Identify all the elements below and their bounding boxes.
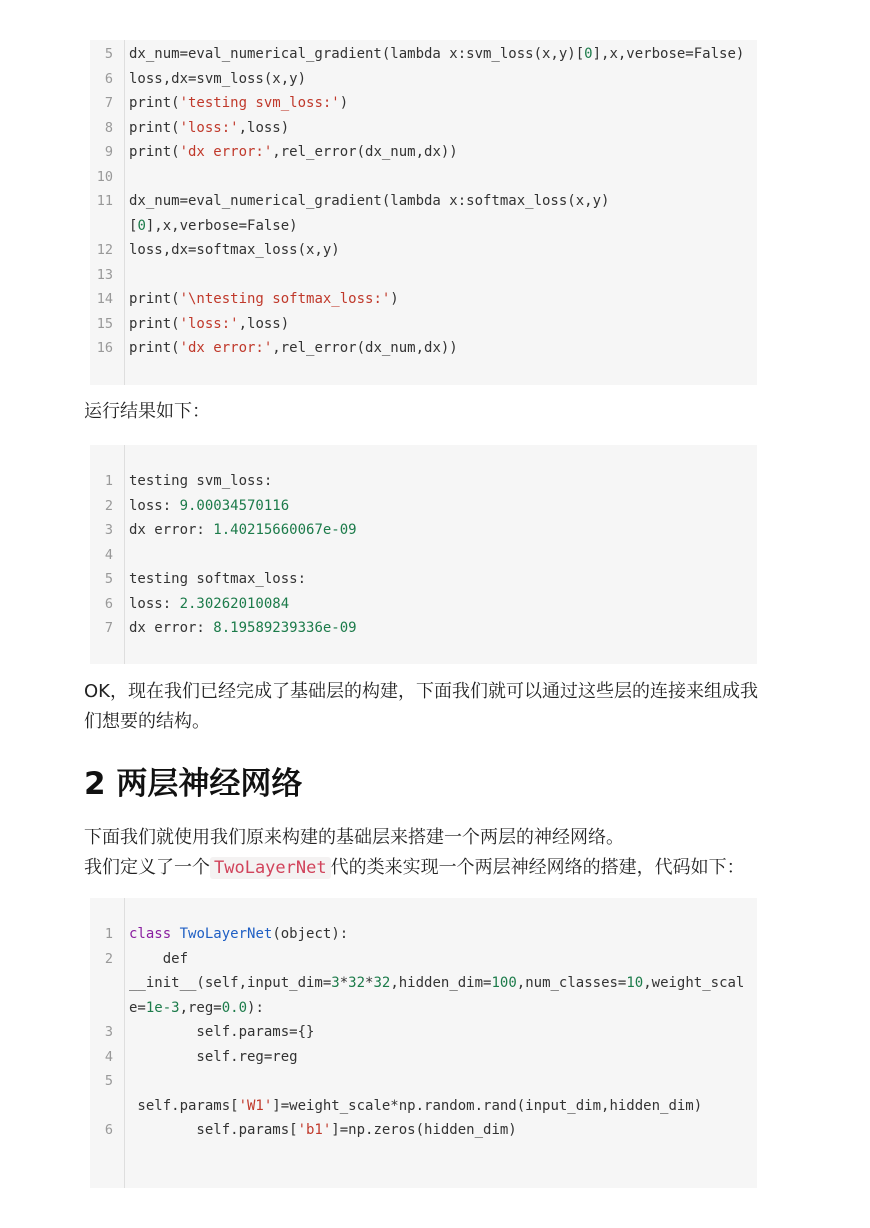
code-token: ,num_classes= xyxy=(516,975,627,991)
line-number: 6 xyxy=(104,70,113,87)
code-text xyxy=(129,592,289,616)
intro-line-2 xyxy=(84,853,794,883)
code-token: 'W1' xyxy=(238,1097,273,1114)
code-token: * xyxy=(339,975,349,991)
code-token: ,loss) xyxy=(238,119,290,136)
line-number: 15 xyxy=(96,315,113,332)
code-token: 'loss:' xyxy=(179,315,239,332)
code-token: 0.0 xyxy=(221,999,248,1016)
code-token: 'b1' xyxy=(297,1122,332,1138)
code-block-twolayernet xyxy=(90,898,757,1188)
code-token: 100 xyxy=(491,975,517,991)
code-token: 0 xyxy=(137,217,146,234)
intro-line-2-before: 我们定义了一个 xyxy=(84,857,210,878)
code-token: self.params[ xyxy=(129,1122,298,1138)
code-token: 2.30262010084 xyxy=(179,595,290,612)
code-token: ]=np.zeros(hidden_dim) xyxy=(331,1122,517,1138)
code-token: ,weight_scal xyxy=(643,975,745,991)
code-text xyxy=(129,214,298,238)
code-token: self.params={} xyxy=(129,1024,315,1040)
code-token: loss,dx=svm_loss(x,y) xyxy=(129,70,307,87)
intro-line-2-after: 代的类来实现一个两层神经网络的搭建，代码如下： xyxy=(330,857,745,878)
code-text xyxy=(129,518,357,542)
code-token: ],x,verbose=False) xyxy=(592,46,745,62)
code-token: ): xyxy=(247,999,264,1016)
code-token: 0 xyxy=(584,46,593,62)
code-token: dx error: xyxy=(129,620,214,636)
code-text xyxy=(129,189,609,213)
code-token: dx_num=eval_numerical_gradient(lambda x:svm_loss(x,y)[ xyxy=(129,46,585,62)
line-number: 13 xyxy=(96,266,113,283)
code-text xyxy=(129,996,264,1020)
code-token: testing softmax_loss: xyxy=(129,571,307,587)
code-token: ,hidden_dim= xyxy=(390,975,492,991)
code-token: 32 xyxy=(348,975,366,991)
code-token: 10 xyxy=(626,975,644,991)
code-token: self.reg=reg xyxy=(129,1048,298,1065)
code-text xyxy=(129,922,348,946)
code-text xyxy=(129,140,458,164)
code-block-loss-check xyxy=(90,40,757,385)
code-token: ) xyxy=(390,291,399,307)
ok-paragraph xyxy=(84,677,794,737)
code-token: ]=weight_scale*np.random.rand(input_dim,hidden_dim) xyxy=(272,1097,703,1114)
code-text xyxy=(129,494,289,518)
code-token: self.params[ xyxy=(129,1097,239,1114)
code-token: 32 xyxy=(373,975,391,991)
code-token: ,loss) xyxy=(238,315,290,332)
code-token: class xyxy=(129,926,172,942)
code-token: loss: xyxy=(129,595,180,612)
code-token: 1e-3 xyxy=(145,999,180,1016)
section-heading: 2 两层神经网络 xyxy=(84,766,303,802)
inline-code-classname: TwoLayerNet xyxy=(210,857,331,879)
line-number: 1 xyxy=(104,473,113,489)
code-token: 3 xyxy=(331,975,340,991)
code-text xyxy=(129,1020,314,1044)
code-text xyxy=(129,616,357,640)
line-number: 7 xyxy=(104,620,113,636)
line-number: 4 xyxy=(104,546,113,563)
code-token: ,rel_error(dx_num,dx)) xyxy=(272,340,458,356)
line-number: 4 xyxy=(104,1048,113,1065)
code-token: testing svm_loss: xyxy=(129,473,273,489)
code-token: 8.19589239336e-09 xyxy=(213,620,357,636)
code-text xyxy=(129,469,272,493)
code-token: ,rel_error(dx_num,dx)) xyxy=(272,144,458,160)
code-token: [ xyxy=(129,217,138,234)
code-text xyxy=(129,336,458,360)
code-text xyxy=(129,116,289,140)
code-text xyxy=(129,1094,702,1118)
line-number: 5 xyxy=(104,46,113,62)
code-token: (object): xyxy=(272,926,349,942)
code-token: def xyxy=(129,950,189,967)
line-number: 6 xyxy=(104,595,113,612)
line-number: 3 xyxy=(104,522,113,538)
code-token: loss,dx=softmax_loss(x,y) xyxy=(129,242,340,258)
code-token xyxy=(171,926,179,942)
code-token: 1.40215660067e-09 xyxy=(213,522,357,538)
code-token: 'testing svm_loss:' xyxy=(179,95,340,111)
line-number: 9 xyxy=(104,144,113,160)
code-token: ,reg= xyxy=(179,999,222,1016)
code-token: 'loss:' xyxy=(179,119,239,136)
result-label: 运行结果如下： xyxy=(84,401,210,422)
line-number: 11 xyxy=(96,193,113,209)
code-token: e= xyxy=(129,999,146,1016)
code-token: '\ntesting softmax_loss:' xyxy=(179,291,391,307)
code-text xyxy=(129,567,306,591)
code-token: print( xyxy=(129,144,180,160)
code-token: __init__(self,input_dim= xyxy=(129,975,332,991)
line-number: 10 xyxy=(96,168,113,185)
code-token: 'dx error:' xyxy=(179,340,273,356)
ok-paragraph-line-2: 们想要的结构。 xyxy=(84,711,210,732)
line-number: 14 xyxy=(96,291,113,307)
code-text xyxy=(129,1045,298,1069)
code-token: ) xyxy=(339,95,349,111)
code-token: TwoLayerNet xyxy=(179,926,273,942)
code-token: ],x,verbose=False) xyxy=(145,217,298,234)
intro-line-1: 下面我们就使用我们原来构建的基础层来搭建一个两层的神经网络。 xyxy=(84,827,624,848)
line-number: 5 xyxy=(104,1073,113,1089)
code-token: dx_num=eval_numerical_gradient(lambda x:softmax_loss(x,y) xyxy=(129,193,610,209)
line-number: 12 xyxy=(96,242,113,258)
line-number: 1 xyxy=(104,926,113,942)
line-number: 2 xyxy=(104,497,113,514)
line-number: 8 xyxy=(104,119,113,136)
code-token: print( xyxy=(129,291,180,307)
code-token: * xyxy=(365,975,374,991)
code-text xyxy=(129,287,399,311)
code-token: print( xyxy=(129,340,180,356)
line-number: 16 xyxy=(96,340,113,356)
line-number: 6 xyxy=(104,1122,113,1138)
code-block-output xyxy=(90,445,757,664)
code-token: print( xyxy=(129,95,180,111)
code-text xyxy=(129,42,744,66)
code-text xyxy=(129,971,744,995)
code-token: print( xyxy=(129,315,180,332)
code-text xyxy=(129,238,340,262)
code-text xyxy=(129,67,306,91)
code-token: 'dx error:' xyxy=(179,144,273,160)
intro-paragraph xyxy=(84,823,794,883)
code-token: 9.00034570116 xyxy=(179,497,290,514)
line-number: 7 xyxy=(104,95,113,111)
code-token: dx error: xyxy=(129,522,214,538)
code-text xyxy=(129,1118,517,1142)
line-number: 3 xyxy=(104,1024,113,1040)
code-text xyxy=(129,312,289,336)
ok-paragraph-line-1: OK，现在我们已经完成了基础层的构建，下面我们就可以通过这些层的连接来组成我 xyxy=(84,681,758,702)
code-token: print( xyxy=(129,119,180,136)
code-token: loss: xyxy=(129,497,180,514)
code-text xyxy=(129,91,348,115)
line-number: 5 xyxy=(104,571,113,587)
code-text xyxy=(129,947,188,971)
line-number: 2 xyxy=(104,950,113,967)
